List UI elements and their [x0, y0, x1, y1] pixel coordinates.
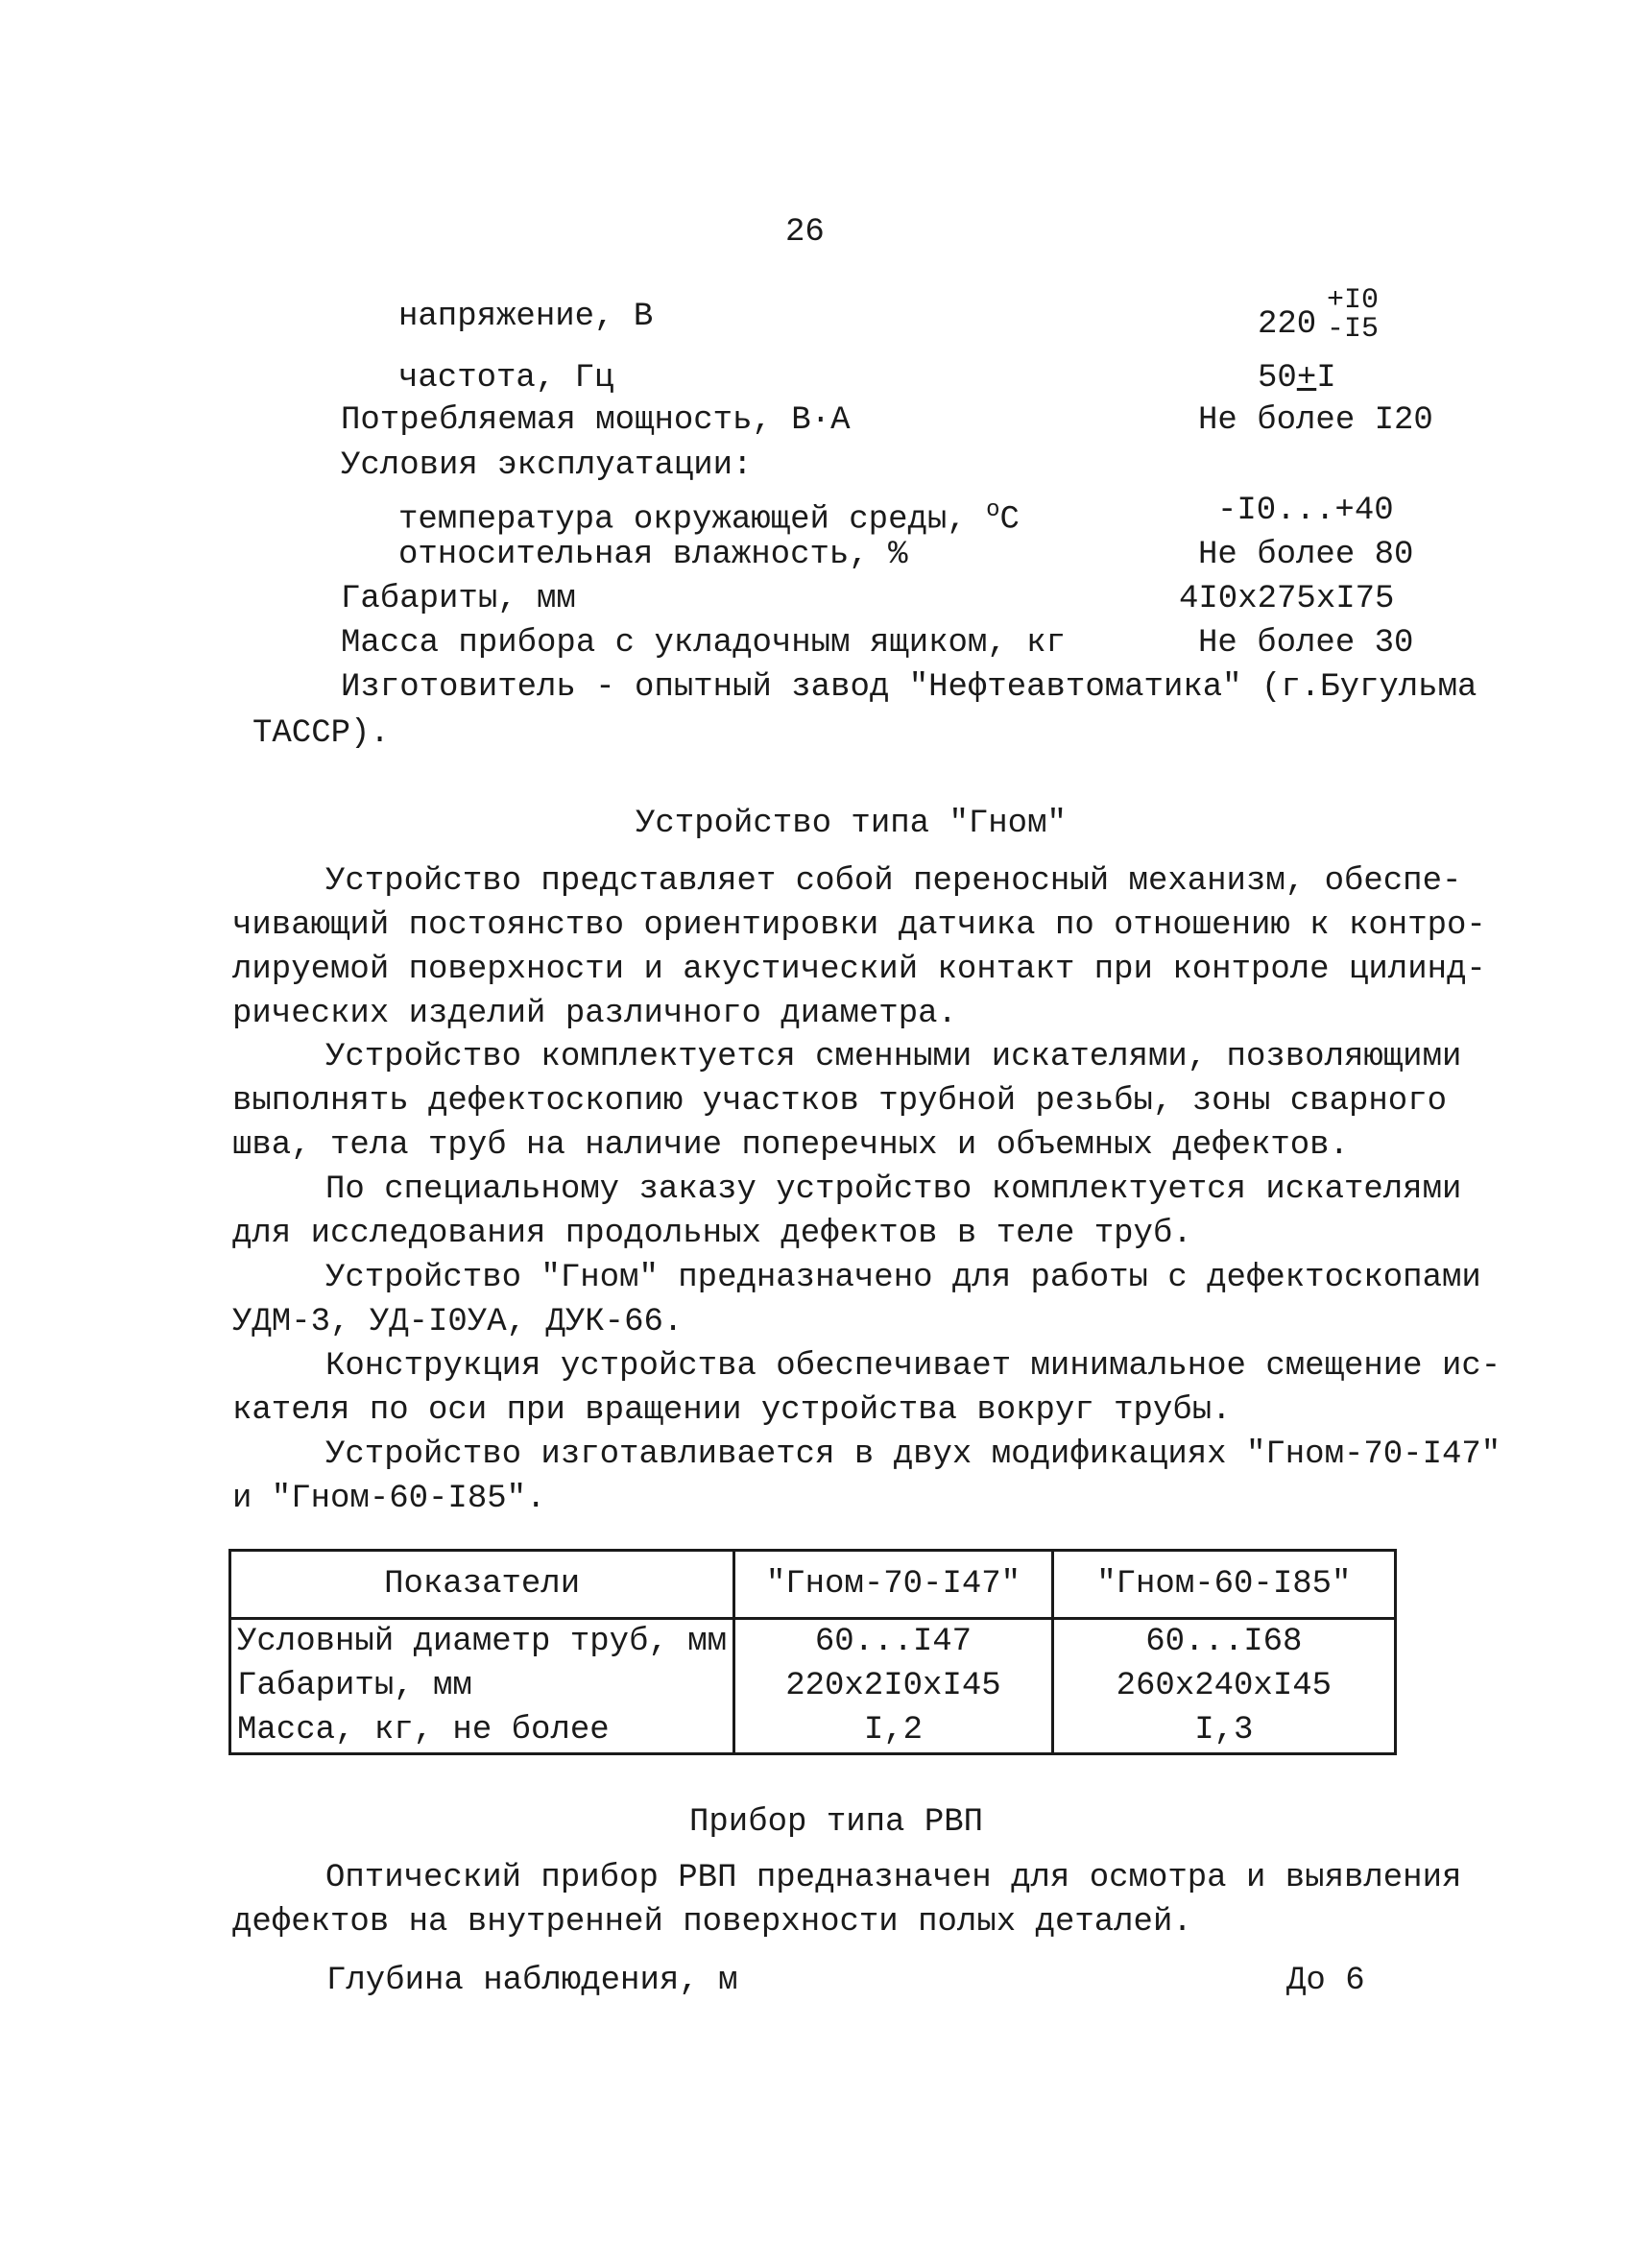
table-cell: Габариты, мм [230, 1664, 734, 1708]
paragraph-line: и "Гном-60-I85". [232, 1481, 546, 1517]
voltage-minus: -I5 [1327, 313, 1380, 346]
section-title-gnom: Устройство типа "Гном" [636, 806, 1067, 842]
depth-label: Глубина наблюдения, м [326, 1963, 738, 1999]
dimensions-label: Габариты, мм [341, 581, 576, 617]
mass-value: Не более 30 [1198, 625, 1414, 662]
page-number: 26 [785, 214, 825, 251]
paragraph-line: Оптический прибор РВП предназначен для осмотра и выявления [325, 1860, 1462, 1896]
paragraph-line: кателя по оси при вращении устройства вокруг трубы. [232, 1392, 1232, 1429]
paragraph-line: для исследования продольных дефектов в теле труб. [232, 1216, 1192, 1252]
table-cell: I,3 [1052, 1708, 1395, 1754]
mass-label: Масса прибора с укладочным ящиком, кг [341, 625, 1066, 662]
paragraph-line: шва, тела труб на наличие поперечных и объемных дефектов. [232, 1127, 1349, 1164]
voltage-plus: +I0 [1327, 284, 1380, 317]
paragraph-line: Устройство представляет собой переносный механизм, обеспе- [325, 863, 1462, 900]
temperature-label [398, 492, 1020, 539]
table-row [230, 1664, 1396, 1708]
paragraph-line: По специальному заказу устройство комплектуется искателями [325, 1171, 1462, 1208]
table-cell: 60...I47 [734, 1619, 1052, 1665]
table-cell: Условный диаметр труб, мм [230, 1619, 734, 1665]
section-title-rvp: Прибор типа РВП [689, 1804, 984, 1841]
paragraph-rvp [232, 1856, 1462, 1944]
frequency-tolerance: I [1316, 360, 1336, 397]
temperature-unit: C [999, 501, 1020, 539]
dimensions-value: 4I0х275хI75 [1179, 581, 1395, 617]
table-header-row [230, 1551, 1396, 1619]
table-row [230, 1708, 1396, 1754]
humidity-value: Не более 80 [1198, 537, 1414, 573]
humidity-label: относительная влажность, % [398, 537, 908, 573]
paragraph-line: Устройство комплектуется сменными искателями, позволяющими [325, 1039, 1462, 1075]
conditions-label: Условия эксплуатации: [341, 447, 753, 484]
manufacturer-line2: ТАССР). [252, 715, 390, 752]
voltage-base: 220 [1258, 306, 1317, 343]
paragraph-line: чивающий постоянство ориентировки датчика по отношению к контро- [232, 907, 1486, 944]
gnom-spec-table [228, 1549, 1397, 1755]
table-row [230, 1619, 1396, 1665]
voltage-label: напряжение, В [398, 299, 654, 335]
paragraph-6 [232, 1433, 1501, 1521]
frequency-value [1258, 359, 1336, 398]
table-header: Показатели [230, 1551, 734, 1619]
manufacturer-line1: Изготовитель - опытный завод "Нефтеавтоматика" (г.Бугульма [341, 669, 1477, 706]
paragraph-line: Конструкция устройства обеспечивает минимальное смещение ис- [325, 1348, 1501, 1385]
paragraph-line: лируемой поверхности и акустический контакт при контроле цилинд- [232, 952, 1486, 988]
paragraph-line: Устройство "Гном" предназначено для работы с дефектоскопами [325, 1260, 1481, 1296]
voltage-value [1258, 305, 1316, 344]
paragraph-4 [232, 1256, 1481, 1344]
table-cell: 60...I68 [1052, 1619, 1395, 1665]
paragraph-line: Устройство изготавливается в двух модификациях "Гном-70-I47" [325, 1436, 1501, 1473]
table-cell: 260х240хI45 [1052, 1664, 1395, 1708]
paragraph-1 [232, 859, 1486, 1036]
paragraph-3 [232, 1168, 1462, 1256]
paragraph-line: УДМ-3, УД-I0УА, ДУК-66. [232, 1304, 684, 1340]
paragraph-line: рических изделий различного диаметра. [232, 996, 957, 1032]
temperature-label-text: температура окружающей среды, [398, 501, 987, 539]
table-cell: I,2 [734, 1708, 1052, 1754]
paragraph-line: дефектов на внутренней поверхности полых деталей. [232, 1904, 1192, 1941]
frequency-label: частота, Гц [398, 360, 614, 397]
temperature-value: -I0...+40 [1217, 493, 1394, 529]
frequency-plusminus: + [1296, 360, 1317, 397]
table-cell: Масса, кг, не более [230, 1708, 734, 1754]
depth-value: До 6 [1286, 1963, 1365, 1999]
paragraph-line: выполнять дефектоскопию участков трубной резьбы, зоны сварного [232, 1083, 1448, 1120]
table-header: "Гном-70-I47" [734, 1551, 1052, 1619]
table-cell: 220х2I0хI45 [734, 1664, 1052, 1708]
paragraph-2 [232, 1035, 1462, 1168]
power-value: Не более I20 [1198, 402, 1433, 439]
frequency-base: 50 [1258, 360, 1297, 397]
paragraph-5 [232, 1344, 1501, 1433]
power-label: Потребляемая мощность, В·А [341, 402, 851, 439]
table-header: "Гном-60-I85" [1052, 1551, 1395, 1619]
temperature-degree: o [986, 497, 1000, 523]
